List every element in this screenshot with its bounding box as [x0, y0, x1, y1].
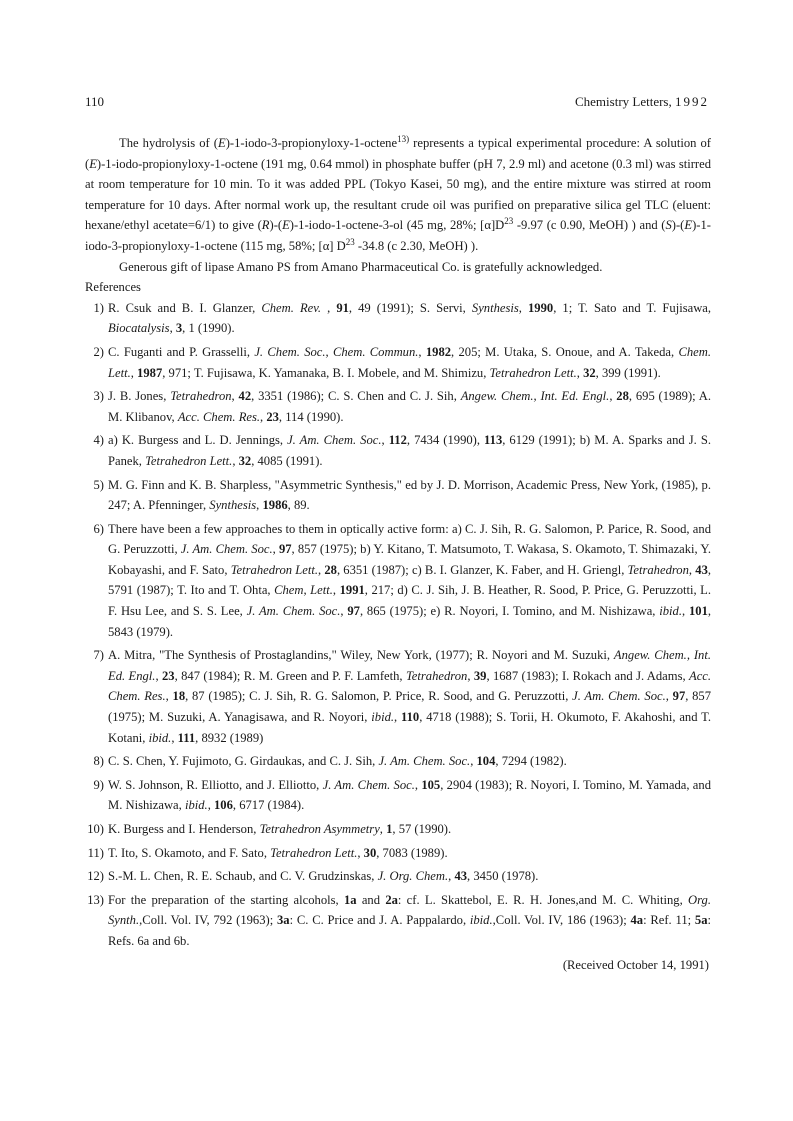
reference-item — [85, 342, 711, 383]
reference-item — [85, 890, 711, 952]
reference-number: 13) — [87, 892, 104, 907]
reference-number: 9) — [93, 777, 104, 792]
reference-number: 1) — [93, 300, 104, 315]
reference-item — [85, 519, 711, 643]
reference-item — [85, 751, 711, 772]
page-header — [85, 94, 709, 110]
received-date: (Received October 14, 1991) — [562, 957, 709, 972]
reference-number: 3) — [93, 389, 104, 404]
reference-number: 7) — [93, 648, 104, 663]
references-list — [85, 298, 711, 952]
reference-number: 4) — [93, 433, 104, 448]
reference-text: a) K. Burgess and L. D. Jennings, J. Am. Chem. Soc., 112, 7434 (1990), 113, 6129 (1991); b) M. A. Sparks and J. S. Panek, Tetrahedron Lett., 32, 4085 (1991). — [108, 433, 711, 468]
reference-item — [85, 645, 711, 748]
reference-text: K. Burgess and I. Henderson, Tetrahedron Asymmetry, 1, 57 (1990). — [108, 822, 452, 836]
reference-text: S.-M. L. Chen, R. E. Schaub, and C. V. Grudzinskas, J. Org. Chem., 43, 3450 (1978). — [108, 869, 539, 884]
reference-text: For the preparation of the starting alcohols, 1a and 2a: cf. L. Skattebol, E. R. H. Jones,and M. C. Whiting, Org. Synth.,Coll. Vol. IV, 792 (1963); 3a: C. C. Price and J. A. Pappalardo, ibid.,Coll. Vol. IV, 186 (1963); 4a: Ref. 11; 5a: Refs. 6a and 6b. — [108, 892, 712, 948]
acknowledgment-paragraph: Generous gift of lipase Amano PS from Amano Pharmaceutical Co. is gratefully acknowledged. — [119, 259, 603, 274]
reference-number: 8) — [93, 754, 104, 769]
reference-item — [85, 475, 711, 516]
experimental-paragraph: The hydrolysis of (E)-1-iodo-3-propionyloxy-1-octene$^{13)}$ represents a typical experimental procedure: A solution of (E)-1-iodo-propionyloxy-1-octene (191 mg, 0.64 mmol) in phosphate buffer (pH 7, 2.9 ml) and acetone (0.3 ml) was stirred at room temperature for 10 min. To it was added PPL (Tokyo Kasei, 50 mg), and the entire mixture was stirred at room temperature for 10 days. After normal work up, the resultant crude oil was purified on preparative silica gel TLC (eluent: hexane/ethyl acetate=6/1) to give (R)-(E)-1-iodo-1-octene-3-ol (45 mg, 28%; $[\alpha]D^{23}$ -9.97 (c 0.90, MeOH) ) and (S)-(E)-1-iodo-3-propionyloxy-1-octene (115 mg, 58%; [α] $D^{23}$ -34.8 (c 2.30, MeOH) ). — [85, 133, 712, 253]
reference-text: W. S. Johnson, R. Elliotto, and J. Elliotto, J. Am. Chem. Soc., 105, 2904 (1983); R. Noyori, I. Tomino, M. Yamada, and M. Nishizawa, ibid., 106, 6717 (1984). — [108, 777, 711, 813]
reference-text: There have been a few approaches to them in optically active form: a) C. J. Sih, R. G. Salomon, P. Parice, R. Sood, and G. Peruzzotti, J. Am. Chem. Soc., 97, 857 (1975); b) Y. Kitano, T. Matsumoto, T. Wakasa, S. Okamoto, T. Shimazaki, Y. Kobayashi, and F. Sato, Tetrahedron Lett., 28, 6351 (1987); c) B. I. Glanzer, K. Faber, and H. Griengl, Tetrahedron, 43, 5791 (1987); T. Ito and T. Ohta, Chem, Lett., 1991, 217; d) C. J. Sih, J. B. Heather, R. Sood, P. Price, G. Peruzzotti, L. F. Hsu Lee, and S. S. Lee, J. Am. Chem. Soc., 97, 865 (1975); e) R. Noyori, I. Tomino, and M. Nishizawa, ibid., 101, 5843 (1979). — [108, 521, 712, 639]
reference-item — [85, 386, 711, 427]
reference-item — [85, 298, 711, 339]
reference-number: 10) — [87, 822, 104, 836]
reference-item — [85, 843, 711, 864]
page-number: 110 — [85, 94, 105, 109]
reference-number: 2) — [93, 344, 104, 359]
reference-text: T. Ito, S. Okamoto, and F. Sato, Tetrahedron Lett., 30, 7083 (1989). — [108, 845, 448, 860]
reference-text: M. G. Finn and K. B. Sharpless, "Asymmetric Synthesis," ed by J. D. Morrison, Academic Press, New York, (1985), p. 247; A. Pfenninger, Synthesis, 1986, 89. — [108, 477, 711, 513]
reference-item — [85, 866, 711, 887]
reference-number: 11) — [87, 845, 104, 860]
article-body — [85, 133, 711, 975]
journal-year: 1992 — [675, 94, 709, 109]
reference-number: 5) — [93, 477, 104, 492]
journal-name: Chemistry Letters, 1992 — [574, 94, 709, 109]
reference-item — [85, 430, 711, 471]
reference-text: J. B. Jones, Tetrahedron, 42, 3351 (1986); C. S. Chen and C. J. Sih, Angew. Chem., Int. Ed. Engl., 28, 695 (1989); A. M. Klibanov, Acc. Chem. Res., 23, 114 (1990). — [108, 389, 711, 424]
reference-item — [85, 775, 711, 816]
references-heading: References — [85, 280, 141, 295]
reference-text: A. Mitra, "The Synthesis of Prostaglandins," Wiley, New York, (1977); R. Noyori and M. Suzuki, Angew. Chem., Int. Ed. Engl., 23, 847 (1984); R. M. Green and P. F. Lamfeth, Tetrahedron, 39, 1687 (1983); I. Rokach and J. Adams, Acc. Chem. Res., 18, 87 (1985); C. J. Sih, R. G. Salomon, P. Price, R. Sood, and G. Peruzzotti, J. Am. Chem. Soc., 97, 857 (1975); M. Suzuki, A. Yanagisawa, and R. Noyori, ibid., 110, 4718 (1988); S. Torii, H. Okumoto, F. Akahoshi, and T. Kotani, ibid., 111, 8932 (1989) — [108, 648, 712, 745]
reference-text: C. Fuganti and P. Grasselli, J. Chem. Soc., Chem. Commun., 1982, 205; M. Utaka, S. Onoue, and A. Takeda, Chem. Lett., 1987, 971; T. Fujisawa, K. Yamanaka, B. I. Mobele, and M. Shimizu, Tetrahedron Lett., 32, 399 (1991). — [108, 344, 711, 380]
footnote-ref-13: 13) — [397, 133, 410, 144]
reference-number: 6) — [93, 521, 104, 536]
reference-item — [85, 819, 711, 840]
reference-number: 12) — [87, 869, 104, 884]
reference-text: R. Csuk and B. I. Glanzer, Chem. Rev. , 91, 49 (1991); S. Servi, Synthesis, 1990, 1; T. Sato and T. Fujisawa, Biocatalysis, 3, 1 (1990). — [108, 300, 712, 336]
reference-text: C. S. Chen, Y. Fujimoto, G. Girdaukas, and C. J. Sih, J. Am. Chem. Soc., 104, 7294 (1982). — [108, 754, 567, 769]
